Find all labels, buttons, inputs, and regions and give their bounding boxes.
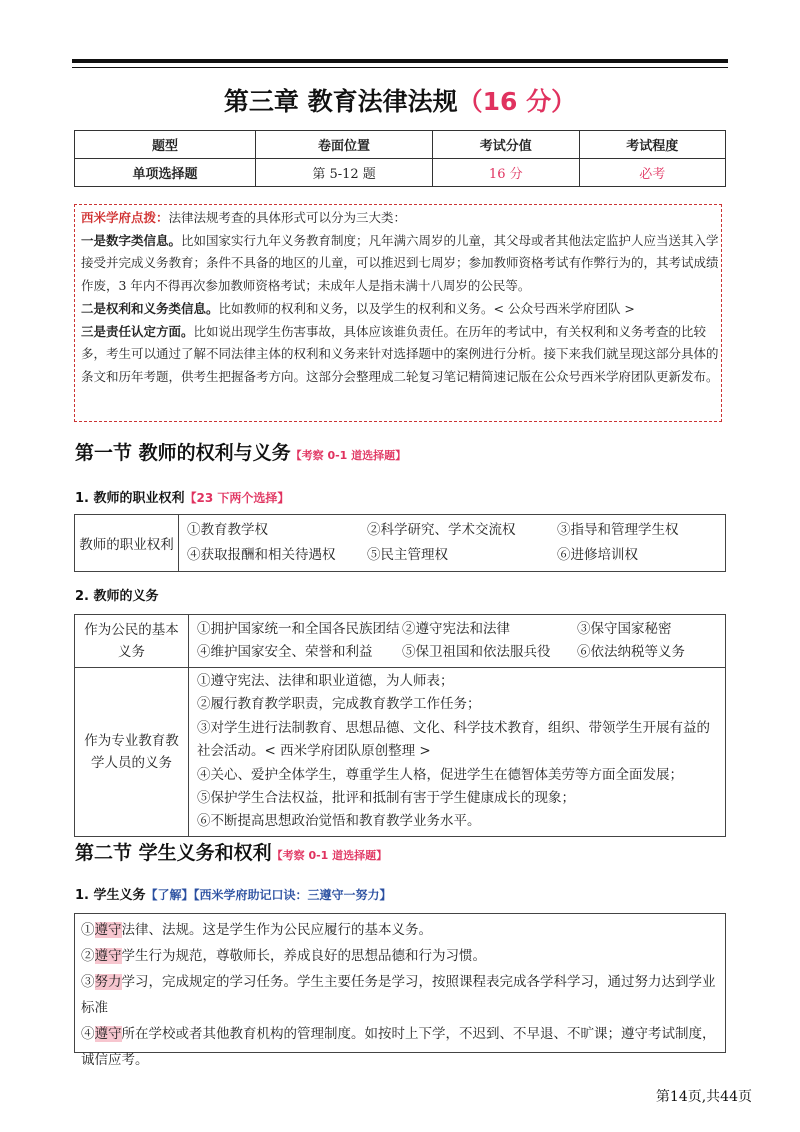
- tips-lead: 西米学府点拨：: [81, 210, 169, 225]
- list-item: ②科学研究、学术交流权: [367, 522, 516, 538]
- section-1-title: [75, 438, 406, 465]
- subsection-student-duties-text: 1. 学生义务: [75, 888, 146, 903]
- header-rule-thin: [72, 67, 728, 68]
- rights-label: 教师的职业权利: [75, 515, 179, 572]
- duty-label-citizen: 作为公民的基本义务: [75, 615, 189, 668]
- highlight-keyword: 遵守: [94, 1026, 122, 1042]
- duty-label-professional: 作为专业教育教学人员的义务: [75, 668, 189, 837]
- tips-box: [74, 204, 722, 422]
- list-item: ③对学生进行法制教育、思想品德、文化、科学技术教育，组织、带领学生开展有益的社会活动。< 西米学府团队原创整理 >: [197, 719, 710, 760]
- header-cell: 考试分值: [433, 131, 579, 159]
- tips-p3-text: 比如说出现学生伤害事故，具体应该谁负责任。在历年的考试中，有关权利和义务考查的比较多，考生可以通过了解不同法律主体的权利和义务来针对选择题中的案例进行分析。接下来我们就呈现这部分具体的条文和历年考题，供考生把握备考方向。这部分会整理成二轮复习笔记精简速记版在公众号西米学府团队更新发布。: [81, 323, 719, 384]
- list-item: ③努力学习，完成规定的学习任务。学生主要任务是学习，按照课程表完成各学科学习，通过努力达到学业标准: [81, 974, 716, 1016]
- list-item: ⑤保护学生合法权益，批评和抵制有害于学生健康成长的现象；: [197, 790, 575, 807]
- cell-level: 必考: [579, 159, 726, 187]
- tips-p1-bold: 一是数字类信息。: [81, 232, 182, 248]
- section-1-title-text: 第一节 教师的权利与义务: [75, 442, 291, 464]
- page-number: 第14页,共44页: [655, 1089, 752, 1105]
- teacher-duties-table: [74, 614, 726, 837]
- list-item: ⑥依法纳税等义务: [577, 644, 685, 660]
- list-item: ⑤保卫祖国和依法服兵役: [402, 644, 551, 660]
- subsection-teacher-duties-text: 2. 教师的义务: [75, 589, 159, 604]
- list-item: ④维护国家安全、荣誉和利益: [197, 644, 373, 660]
- subsection-teacher-rights-text: 1. 教师的职业权利: [75, 491, 185, 506]
- list-item: ④获取报酬和相关待遇权: [187, 547, 336, 563]
- header-cell: 题型: [75, 131, 256, 159]
- tips-p1-text: 比如国家实行九年义务教育制度；凡年满六周岁的儿童，其父母或者其他法定监护人应当送其入学接受并完成义务教育；条件不具备的地区的儿童，可以推迟到七周岁；参加教师资格考试有作弊行为的，其考试成绩作废，3 年内不得再次参加教师资格考试；未成年人是指未满十八周岁的公民等。: [81, 232, 719, 294]
- list-item: ⑥进修培训权: [557, 547, 638, 563]
- table-row: [75, 159, 726, 187]
- list-item: ④遵守所在学校或者其他教育机构的管理制度。如按时上下学，不迟到、不早退、不旷课；遵守考试制度，诚信应考。: [81, 1026, 716, 1068]
- subsection-student-duties-note1: 【了解】: [145, 888, 194, 902]
- header-rule-thick: [72, 59, 728, 63]
- subsection-teacher-rights-note: 【23 下两个选择】: [184, 491, 290, 505]
- subsection-teacher-duties: [75, 585, 159, 604]
- list-item: ⑥不断提高思想政治觉悟和教育教学业务水平。: [197, 813, 481, 830]
- student-duties-box: [74, 913, 726, 1068]
- section-2-note: 【考察 0-1 道选择题】: [271, 849, 388, 862]
- tips-p3-bold: 三是责任认定方面。: [81, 323, 194, 339]
- subsection-student-duties-note2: 【西米学府助记口诀：三遵守一努力】: [193, 888, 392, 902]
- list-item: ①拥护国家统一和全国各民族团结: [197, 620, 400, 637]
- header-cell: 卷面位置: [256, 131, 433, 159]
- table-header-row: [75, 131, 726, 159]
- list-item: ①遵守法律、法规。这是学生作为公民应履行的基本义务。: [81, 922, 432, 938]
- exam-info-table: [74, 130, 726, 187]
- list-item: ②遵守宪法和法律: [402, 620, 510, 637]
- chapter-score: （16 分）: [457, 87, 577, 116]
- professional-duties-list: [189, 668, 726, 837]
- tips-p2-text: 比如教师的权利和义务，以及学生的权利和义务。< 公众号西米学府团队 >: [218, 300, 635, 316]
- list-item: ⑤民主管理权: [367, 547, 448, 563]
- list-item: ③指导和管理学生权: [557, 522, 679, 538]
- section-2-title: [75, 838, 387, 865]
- chapter-title: [0, 82, 800, 118]
- highlight-keyword: 遵守: [94, 922, 122, 938]
- highlight-keyword: 努力: [94, 974, 122, 990]
- list-item: ①遵守宪法、法律和职业道德，为人师表；: [197, 673, 454, 689]
- section-1-note: 【考察 0-1 道选择题】: [290, 449, 407, 462]
- cell-score: 16 分: [433, 159, 579, 187]
- rights-list: [179, 515, 726, 572]
- list-item: ①教育教学权: [187, 522, 268, 538]
- subsection-teacher-rights: [75, 487, 289, 506]
- cell-question-type: 单项选择题: [75, 159, 256, 187]
- header-cell: 考试程度: [579, 131, 726, 159]
- subsection-student-duties: [75, 884, 392, 903]
- chapter-title-text: 第三章 教育法律法规: [223, 87, 458, 116]
- list-item: ④关心、爱护全体学生，尊重学生人格，促进学生在德智体美劳等方面全面发展；: [197, 766, 683, 783]
- tips-p2-bold: 二是权利和义务类信息。: [81, 300, 219, 316]
- list-item: ②遵守学生行为规范，尊敬师长，养成良好的思想品德和行为习惯。: [81, 948, 486, 964]
- cell-position: 第 5-12 题: [256, 159, 433, 187]
- highlight-keyword: 遵守: [94, 948, 122, 964]
- teacher-rights-table: [74, 514, 726, 572]
- citizen-duties-list: [189, 615, 726, 668]
- list-item: ②履行教育教学职责，完成教育教学工作任务；: [197, 696, 481, 713]
- section-2-title-text: 第二节 学生义务和权利: [75, 842, 272, 864]
- tips-intro: 法律法规考查的具体形式可以分为三大类：: [168, 210, 407, 225]
- list-item: ③保守国家秘密: [577, 620, 672, 637]
